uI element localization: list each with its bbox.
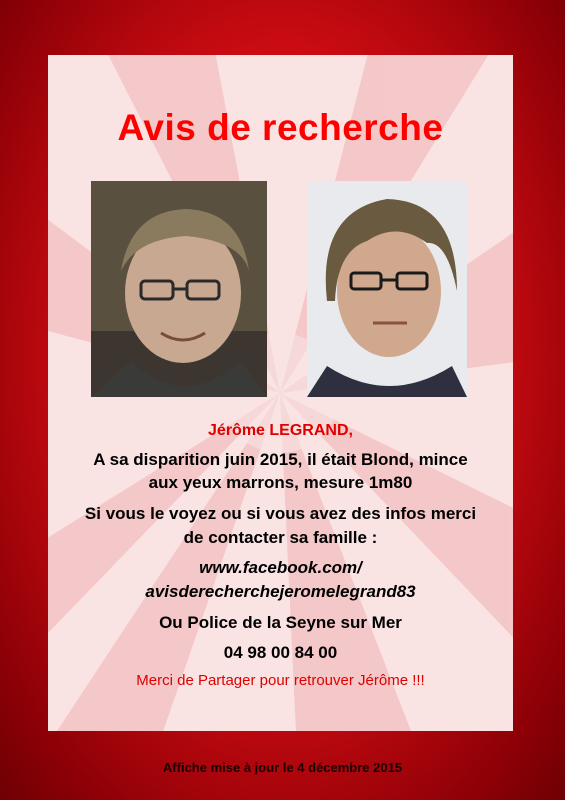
share-message: Merci de Partager pour retrouver Jérôme !!! xyxy=(136,672,425,689)
contact-line-2: de contacter sa famille : xyxy=(183,528,378,547)
police-contact: Ou Police de la Seyne sur Mer xyxy=(159,613,402,632)
phone-number: 04 98 00 84 00 xyxy=(223,643,338,662)
person-name: Jérôme LEGRAND, xyxy=(208,422,353,439)
poster-panel xyxy=(48,55,513,731)
description-line-1: A sa disparition juin 2015, il était Blond, mince xyxy=(93,450,468,469)
missing-person-photo-2 xyxy=(307,181,467,397)
description-line-2: aux yeux marrons, mesure 1m80 xyxy=(148,473,413,492)
contact-line-1: Si vous le voyez ou si vous avez des infos merci xyxy=(84,504,477,523)
missing-person-photo-1 xyxy=(91,181,267,397)
update-date: Affiche mise à jour le 4 décembre 2015 xyxy=(162,760,403,775)
facebook-link-line-2[interactable]: avisderecherchejeromelegrand83 xyxy=(145,582,416,601)
poster-title: Avis de recherche xyxy=(117,107,444,148)
facebook-link-line-1[interactable]: www.facebook.com/ xyxy=(199,558,362,577)
